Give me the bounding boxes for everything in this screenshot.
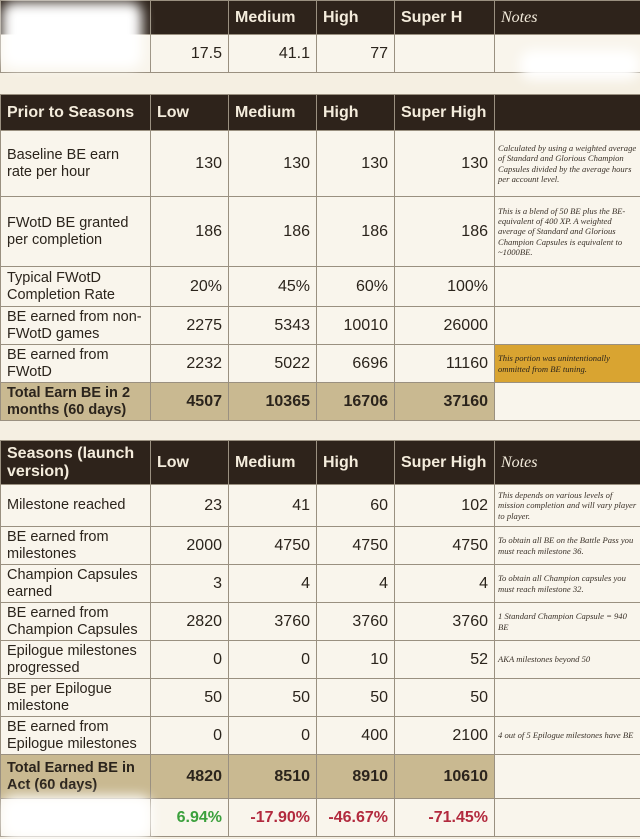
total-super-high: 37160: [395, 383, 495, 421]
seasons-header-medium: Medium: [229, 441, 317, 485]
row-label: Typical FWotD Completion Rate: [1, 267, 151, 307]
value-super-high: 11160: [395, 345, 495, 383]
value-super-high: 130: [395, 131, 495, 197]
value-high: 60: [317, 485, 395, 527]
value-low: 2232: [151, 345, 229, 383]
row-note: [495, 307, 640, 345]
value-high: 4: [317, 565, 395, 603]
seasons-header-super-high: Super High: [395, 441, 495, 485]
percent-high: -46.67%: [317, 799, 395, 837]
top-value-super: [395, 35, 495, 73]
total-row: [1, 755, 640, 799]
row-label: BE earned from milestones: [1, 527, 151, 565]
value-high: 60%: [317, 267, 395, 307]
value-low: 186: [151, 197, 229, 267]
total-high: 16706: [317, 383, 395, 421]
percent-note: [495, 799, 640, 837]
total-label: Total Earn BE in 2 months (60 days): [1, 383, 151, 421]
value-super-high: 3760: [395, 603, 495, 641]
row-label: BE earned from Epilogue milestones: [1, 717, 151, 755]
blur-patch-bottom-left: [2, 796, 152, 839]
table-row: [1, 603, 640, 641]
value-high: 186: [317, 197, 395, 267]
total-low: 4820: [151, 755, 229, 799]
table-row: [1, 641, 640, 679]
row-label: BE earned from Champion Capsules: [1, 603, 151, 641]
seasons-header-high: High: [317, 441, 395, 485]
value-high: 10: [317, 641, 395, 679]
value-low: 2820: [151, 603, 229, 641]
top-value-low: 17.5: [151, 35, 229, 73]
value-low: 0: [151, 717, 229, 755]
total-low: 4507: [151, 383, 229, 421]
value-high: 6696: [317, 345, 395, 383]
top-header-notes: Notes: [495, 1, 640, 35]
row-note-highlighted: This portion was unintentionally ommitted from BE tuning.: [495, 345, 640, 383]
table-row: [1, 267, 640, 307]
value-medium: 50: [229, 679, 317, 717]
value-low: 130: [151, 131, 229, 197]
value-medium: 45%: [229, 267, 317, 307]
row-note: [495, 679, 640, 717]
prior-header-notes: [495, 95, 640, 131]
table-row: [1, 565, 640, 603]
table-row: [1, 197, 640, 267]
total-note: [495, 755, 640, 799]
table-row: [1, 717, 640, 755]
value-super-high: 4750: [395, 527, 495, 565]
prior-header-label: Prior to Seasons: [1, 95, 151, 131]
top-value-high: 77: [317, 35, 395, 73]
table-row: [1, 485, 640, 527]
value-high: 3760: [317, 603, 395, 641]
value-low: 20%: [151, 267, 229, 307]
total-row: [1, 383, 640, 421]
value-medium: 130: [229, 131, 317, 197]
total-high: 8910: [317, 755, 395, 799]
value-high: 4750: [317, 527, 395, 565]
total-note: [495, 383, 640, 421]
value-medium: 0: [229, 641, 317, 679]
top-header-medium: Medium: [229, 1, 317, 35]
row-note: To obtain all Champion capsules you must reach milestone 32.: [495, 565, 640, 603]
seasons-header-label: Seasons (launch version): [1, 441, 151, 485]
row-note: To obtain all BE on the Battle Pass you must reach milestone 36.: [495, 527, 640, 565]
blur-patch-top-right: [520, 50, 640, 80]
value-super-high: 52: [395, 641, 495, 679]
value-super-high: 26000: [395, 307, 495, 345]
row-note: This is a blend of 50 BE plus the BE-equivalent of 400 XP. A weighted average of Standard and Glorious Champion Capsules is equivalent to ~1000BE.: [495, 197, 640, 267]
value-low: 0: [151, 641, 229, 679]
value-super-high: 102: [395, 485, 495, 527]
seasons-header-low: Low: [151, 441, 229, 485]
value-low: 2275: [151, 307, 229, 345]
value-medium: 0: [229, 717, 317, 755]
row-note: Calculated by using a weighted average of Standard and Glorious Champion Capsules divided by the average hours per account level.: [495, 131, 640, 197]
value-high: 130: [317, 131, 395, 197]
top-header-high: High: [317, 1, 395, 35]
value-medium: 4750: [229, 527, 317, 565]
value-high: 10010: [317, 307, 395, 345]
row-note: AKA milestones beyond 50: [495, 641, 640, 679]
blur-patch-top-left: [2, 2, 142, 68]
value-super-high: 2100: [395, 717, 495, 755]
top-header-super: Super H: [395, 1, 495, 35]
percent-super-high: -71.45%: [395, 799, 495, 837]
prior-header-low: Low: [151, 95, 229, 131]
seasons-table: [0, 440, 640, 837]
total-medium: 10365: [229, 383, 317, 421]
value-high: 400: [317, 717, 395, 755]
value-super-high: 4: [395, 565, 495, 603]
prior-to-seasons-table: [0, 94, 640, 421]
row-label: BE earned from FWotD: [1, 345, 151, 383]
value-low: 2000: [151, 527, 229, 565]
row-label: FWotD BE granted per completion: [1, 197, 151, 267]
row-label: Champion Capsules earned: [1, 565, 151, 603]
total-super-high: 10610: [395, 755, 495, 799]
row-label: BE per Epilogue milestone: [1, 679, 151, 717]
top-value-medium: 41.1: [229, 35, 317, 73]
value-super-high: 100%: [395, 267, 495, 307]
prior-header-super-high: Super High: [395, 95, 495, 131]
row-note: [495, 267, 640, 307]
value-low: 3: [151, 565, 229, 603]
row-label: Baseline BE earn rate per hour: [1, 131, 151, 197]
total-medium: 8510: [229, 755, 317, 799]
percent-low: 6.94%: [151, 799, 229, 837]
table-row: [1, 131, 640, 197]
value-high: 50: [317, 679, 395, 717]
percent-medium: -17.90%: [229, 799, 317, 837]
prior-header-high: High: [317, 95, 395, 131]
row-label: Milestone reached: [1, 485, 151, 527]
value-medium: 41: [229, 485, 317, 527]
total-label: Total Earned BE in Act (60 days): [1, 755, 151, 799]
value-low: 50: [151, 679, 229, 717]
table-row: [1, 307, 640, 345]
value-super-high: 50: [395, 679, 495, 717]
value-super-high: 186: [395, 197, 495, 267]
value-medium: 186: [229, 197, 317, 267]
value-medium: 3760: [229, 603, 317, 641]
prior-header-medium: Medium: [229, 95, 317, 131]
table-row: [1, 679, 640, 717]
row-note: 4 out of 5 Epilogue milestones have BE: [495, 717, 640, 755]
table-row: [1, 345, 640, 383]
row-label: BE earned from non-FWotD games: [1, 307, 151, 345]
top-header-low: [151, 1, 229, 35]
table-row: [1, 527, 640, 565]
row-note: 1 Standard Champion Capsule = 940 BE: [495, 603, 640, 641]
row-note: This depends on various levels of mission completion and will vary player to player.: [495, 485, 640, 527]
row-label: Epilogue milestones progressed: [1, 641, 151, 679]
seasons-header-notes: Notes: [495, 441, 640, 485]
value-low: 23: [151, 485, 229, 527]
value-medium: 5343: [229, 307, 317, 345]
value-medium: 5022: [229, 345, 317, 383]
value-medium: 4: [229, 565, 317, 603]
